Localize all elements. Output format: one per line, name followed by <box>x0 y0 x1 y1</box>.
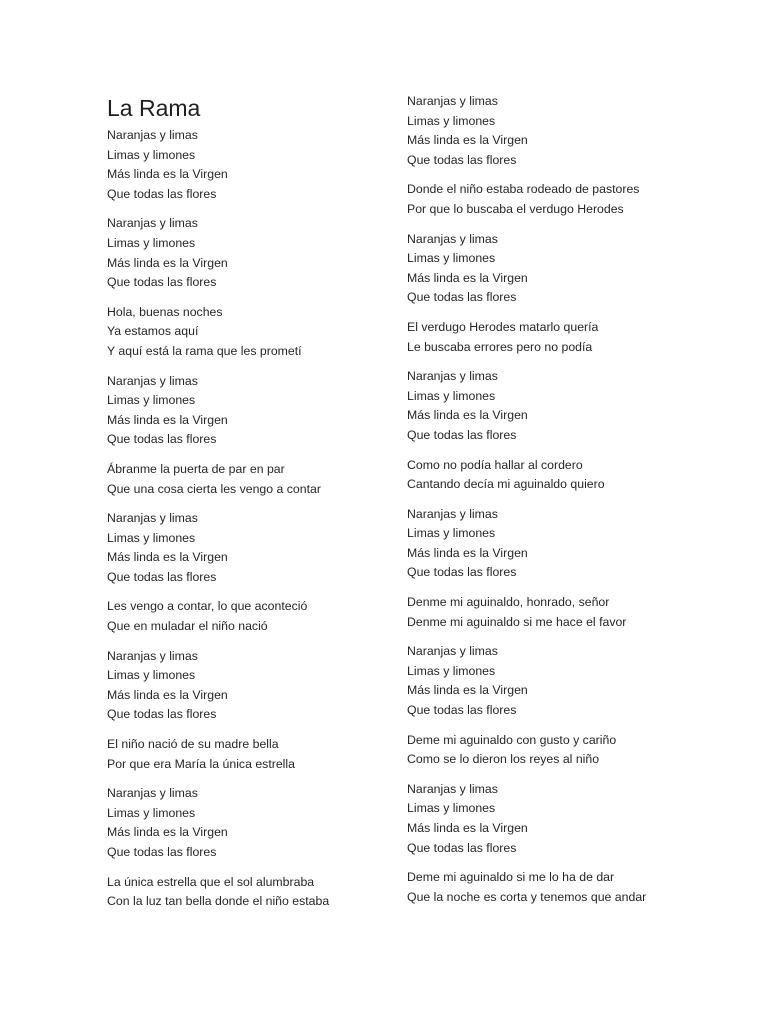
left-stanza <box>107 735 387 774</box>
verse-line: Naranjas y limas <box>107 511 198 526</box>
verse-line: Naranjas y limas <box>107 786 198 801</box>
verse-line: Más linda es la Virgen <box>407 683 528 698</box>
verse-line: La única estrella que el sol alumbraba <box>107 874 315 889</box>
right-stanza <box>407 780 687 858</box>
verse-line: Naranjas y limas <box>407 506 498 521</box>
verse-line: Ábranme la puerta de par en par <box>107 461 285 476</box>
page-title: La Rama <box>107 95 201 121</box>
verse-line: Más linda es la Virgen <box>407 408 528 423</box>
right-stanza <box>407 318 687 357</box>
verse-line: Más linda es la Virgen <box>107 825 228 840</box>
right-column <box>407 92 687 917</box>
verse-line: Limas y limones <box>107 147 196 162</box>
verse-line: Naranjas y limas <box>107 648 198 663</box>
verse-line: Por que era María la única estrella <box>107 756 295 771</box>
left-stanza <box>107 303 387 362</box>
verse-line: Limas y limones <box>407 801 496 816</box>
verse-line: Deme mi aguinaldo con gusto y cariño <box>407 732 617 747</box>
verse-line: Naranjas y limas <box>107 373 198 388</box>
verse-line: Limas y limones <box>407 388 496 403</box>
verse-line: Que todas las flores <box>407 565 517 580</box>
verse-line: Más linda es la Virgen <box>107 550 228 565</box>
verse-line: Hola, buenas noches <box>107 304 223 319</box>
left-stanza <box>107 460 387 499</box>
verse-line: Naranjas y limas <box>407 781 498 796</box>
left-column <box>107 93 387 922</box>
verse-line: Que todas las flores <box>107 275 217 290</box>
verse-line: Como se lo dieron los reyes al niño <box>407 752 600 767</box>
right-stanza <box>407 505 687 583</box>
verse-line: Como no podía hallar al cordero <box>407 457 583 472</box>
verse-line: Más linda es la Virgen <box>407 821 528 835</box>
verse-line: Con la luz tan bella donde el niño estaba <box>107 894 330 909</box>
right-stanza <box>407 642 687 720</box>
right-stanza <box>407 731 687 770</box>
verse-line: Que todas las flores <box>107 845 217 859</box>
verse-line: Naranjas y limas <box>407 231 498 246</box>
right-stanza <box>407 456 687 495</box>
verse-line: El niño nació de su madre bella <box>107 737 279 752</box>
verse-line: Limas y limones <box>407 526 496 541</box>
left-stanza <box>107 214 387 292</box>
verse-line: Que en muladar el niño nació <box>107 619 268 634</box>
left-stanza <box>107 784 387 862</box>
right-stanza <box>407 180 687 219</box>
verse-line: Denme mi aguinaldo, honrado, señor <box>407 595 610 610</box>
verse-line: Le buscaba errores pero no podía <box>407 339 593 354</box>
right-stanza <box>407 593 687 632</box>
verse-line: Naranjas y limas <box>107 128 198 142</box>
verse-line: Denme mi aguinaldo si me hace el favor <box>407 614 627 629</box>
verse-line: Que todas las flores <box>107 186 217 201</box>
verse-line: Limas y limones <box>407 663 496 678</box>
verse-line: Donde el niño estaba rodeado de pastores <box>407 182 640 197</box>
right-stanza <box>407 230 687 308</box>
verse-line: Limas y limones <box>107 235 196 250</box>
verse-line: Que una cosa cierta les vengo a contar <box>107 481 321 496</box>
verse-line: Que todas las flores <box>407 703 517 718</box>
left-stanza <box>107 647 387 725</box>
right-stanza <box>407 92 687 170</box>
verse-line: Limas y limones <box>107 393 196 408</box>
verse-line: Por que lo buscaba el verdugo Herodes <box>407 201 624 216</box>
left-stanza <box>107 873 387 912</box>
verse-line: Limas y limones <box>107 805 196 820</box>
right-stanza-list <box>407 92 687 907</box>
verse-line: Limas y limones <box>407 251 496 266</box>
verse-line: Más linda es la Virgen <box>407 270 528 285</box>
verse-line: Que todas las flores <box>407 290 517 305</box>
verse-line: Naranjas y limas <box>407 644 498 659</box>
right-stanza <box>407 868 687 907</box>
verse-line: Que todas las flores <box>407 840 517 855</box>
verse-line: Limas y limones <box>107 668 196 683</box>
verse-line: Ya estamos aquí <box>107 324 199 339</box>
verse-line: Que todas las flores <box>107 707 217 722</box>
verse-line: Más linda es la Virgen <box>407 133 528 148</box>
left-stanza <box>107 509 387 587</box>
verse-line: Que todas las flores <box>407 427 517 442</box>
verse-line: Más linda es la Virgen <box>407 545 528 560</box>
verse-line: Naranjas y limas <box>107 216 198 231</box>
verse-line: Naranjas y limas <box>407 94 498 108</box>
verse-line: Que todas las flores <box>407 152 517 167</box>
verse-line: Que todas las flores <box>107 569 217 584</box>
verse-line: Limas y limones <box>407 113 496 128</box>
verse-line: Más linda es la Virgen <box>107 412 228 427</box>
left-stanza <box>107 597 387 636</box>
verse-line: Más linda es la Virgen <box>107 167 228 182</box>
verse-line: Naranjas y limas <box>407 369 498 384</box>
verse-line: Y aquí está la rama que les prometí <box>107 343 302 358</box>
right-stanza <box>407 367 687 445</box>
left-stanza <box>107 126 387 204</box>
verse-line: Deme mi aguinaldo si me lo ha de dar <box>407 870 615 885</box>
verse-line: Que todas las flores <box>107 432 217 447</box>
verse-line: Cantando decía mi aguinaldo quiero <box>407 477 605 492</box>
verse-line: Les vengo a contar, lo que aconteció <box>107 599 308 614</box>
left-stanza-list <box>107 126 387 912</box>
verse-line: Que la noche es corta y tenemos que andar <box>407 889 647 904</box>
verse-line: Limas y limones <box>107 530 196 545</box>
verse-line: El verdugo Herodes matarlo quería <box>407 319 599 334</box>
verse-line: Más linda es la Virgen <box>107 687 228 702</box>
verse-line: Más linda es la Virgen <box>107 255 228 270</box>
left-stanza <box>107 372 387 450</box>
